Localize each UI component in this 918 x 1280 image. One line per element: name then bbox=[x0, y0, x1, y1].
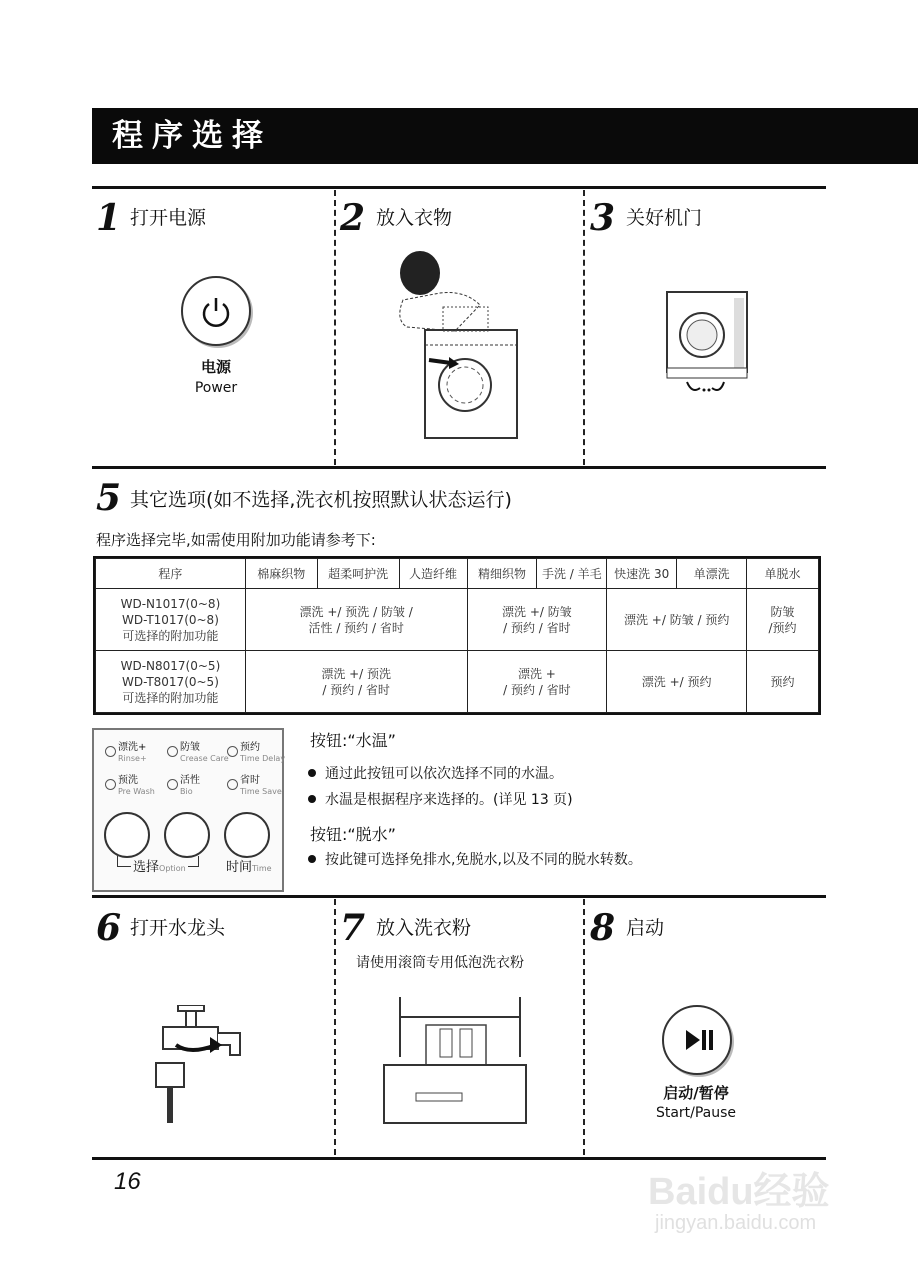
table-header-cell: 超柔呵护洗 bbox=[317, 559, 399, 589]
divider bbox=[92, 895, 826, 898]
watermark-logo: Baidu经验 bbox=[648, 1171, 830, 1213]
options-intro: 程序选择完毕,如需使用附加功能请参考下: bbox=[96, 531, 376, 549]
list-item: 按此键可选择免排水,免脱水,以及不同的脱水转数。 bbox=[308, 850, 642, 870]
divider-dashed bbox=[583, 190, 585, 465]
start-pause-label-cn: 启动/暂停 bbox=[663, 1084, 729, 1102]
panel-label-en: Pre Wash bbox=[118, 787, 155, 796]
divider-dashed bbox=[583, 899, 585, 1155]
table-header-cell: 单漂洗 bbox=[677, 559, 747, 589]
step-number: 3 bbox=[590, 197, 616, 239]
panel-label: 预约 bbox=[240, 742, 260, 753]
step-number: 5 bbox=[96, 477, 122, 519]
panel-label-en: Rinse+ bbox=[118, 754, 147, 763]
time-label: 时间Time bbox=[226, 860, 272, 875]
start-pause-label-en: Start/Pause bbox=[655, 1105, 737, 1121]
table-cell: 防皱 /预约 bbox=[747, 589, 819, 651]
page-title: 程序选择 bbox=[112, 118, 272, 154]
water-tap-illustration bbox=[148, 1005, 253, 1125]
time-button[interactable] bbox=[224, 812, 270, 858]
spin-button[interactable] bbox=[164, 812, 210, 858]
step-label: 打开水龙头 bbox=[130, 917, 226, 939]
page-number: 16 bbox=[114, 1168, 141, 1195]
list-item: 通过此按钮可以依次选择不同的水温。 bbox=[308, 764, 563, 784]
table-cell: 漂洗 + / 预约 / 省时 bbox=[467, 651, 607, 713]
divider-dashed bbox=[334, 899, 336, 1155]
step-number: 8 bbox=[590, 907, 616, 949]
led-indicator bbox=[167, 779, 178, 790]
step-number: 6 bbox=[96, 907, 122, 949]
led-indicator bbox=[227, 746, 238, 757]
table-row bbox=[96, 651, 819, 713]
table-cell: 漂洗 +/ 预约 bbox=[607, 651, 747, 713]
table-header-cell: 单脱水 bbox=[747, 559, 819, 589]
divider bbox=[92, 466, 826, 469]
table-cell: 预约 bbox=[747, 651, 819, 713]
table-header-cell: 棉麻织物 bbox=[245, 559, 317, 589]
temperature-button[interactable] bbox=[104, 812, 150, 858]
step-label: 其它选项(如不选择,洗衣机按照默认状态运行) bbox=[130, 489, 512, 511]
panel-label-en: Bio bbox=[180, 787, 193, 796]
step-number: 2 bbox=[340, 197, 366, 239]
panel-label: 预洗 bbox=[118, 775, 138, 786]
table-header-cell: 程序 bbox=[96, 559, 246, 589]
detergent-drawer-illustration bbox=[380, 995, 530, 1130]
spin-heading: 按钮:“脱水” bbox=[310, 825, 396, 844]
table-cell: 漂洗 +/ 预洗 / 防皱 / 活性 / 预约 / 省时 bbox=[245, 589, 467, 651]
table-cell: 漂洗 +/ 预洗 / 预约 / 省时 bbox=[245, 651, 467, 713]
panel-label-en: Time Save bbox=[240, 787, 282, 796]
loading-laundry-illustration bbox=[385, 245, 525, 440]
step-label: 放入衣物 bbox=[376, 207, 453, 229]
table-header-row bbox=[96, 559, 819, 589]
panel-label-en: Time Delay bbox=[240, 754, 286, 763]
list-item: 水温是根据程序来选择的。(详见 13 页) bbox=[308, 790, 573, 810]
table-header-cell: 快速洗 30 bbox=[607, 559, 677, 589]
table-cell-models: WD-N8017(0~5) WD-T8017(0~5) 可选择的附加功能 bbox=[96, 651, 246, 713]
divider-top bbox=[92, 186, 826, 189]
option-label: 选择Option bbox=[133, 860, 186, 875]
led-indicator bbox=[167, 746, 178, 757]
close-door-illustration bbox=[662, 290, 752, 400]
power-button[interactable] bbox=[181, 276, 251, 346]
step-number: 1 bbox=[96, 197, 122, 239]
table-header-cell: 人造纤维 bbox=[399, 559, 467, 589]
panel-label: 省时 bbox=[240, 775, 260, 786]
start-pause-button[interactable] bbox=[662, 1005, 732, 1075]
led-indicator bbox=[227, 779, 238, 790]
options-table bbox=[95, 558, 819, 713]
panel-label: 漂洗+ bbox=[118, 742, 147, 753]
panel-label-en: Crease Care bbox=[180, 754, 229, 763]
temperature-heading: 按钮:“水温” bbox=[310, 731, 396, 750]
table-header-cell: 手洗 / 羊毛 bbox=[537, 559, 607, 589]
detergent-note: 请使用滚筒专用低泡洗衣粉 bbox=[356, 955, 524, 971]
step-label: 启动 bbox=[626, 917, 665, 939]
divider-dashed bbox=[334, 190, 336, 465]
led-indicator bbox=[105, 779, 116, 790]
power-icon bbox=[183, 278, 249, 344]
watermark-url: jingyan.baidu.com bbox=[655, 1212, 817, 1234]
table-cell: 漂洗 +/ 防皱 / 预约 bbox=[607, 589, 747, 651]
step-label: 放入洗衣粉 bbox=[376, 917, 472, 939]
table-cell-models: WD-N1017(0~8) WD-T1017(0~8) 可选择的附加功能 bbox=[96, 589, 246, 651]
led-indicator bbox=[105, 746, 116, 757]
table-header-cell: 精细织物 bbox=[467, 559, 537, 589]
panel-label: 活性 bbox=[180, 775, 200, 786]
panel-label: 防皱 bbox=[180, 742, 200, 753]
power-label-cn: 电源 bbox=[200, 358, 231, 376]
step-label: 打开电源 bbox=[130, 207, 207, 229]
table-cell: 漂洗 +/ 防皱 / 预约 / 省时 bbox=[467, 589, 607, 651]
step-label: 关好机门 bbox=[626, 207, 703, 229]
step-number: 7 bbox=[340, 907, 366, 949]
power-label-en: Power bbox=[194, 380, 238, 396]
table-row bbox=[96, 589, 819, 651]
play-pause-icon bbox=[664, 1007, 730, 1073]
